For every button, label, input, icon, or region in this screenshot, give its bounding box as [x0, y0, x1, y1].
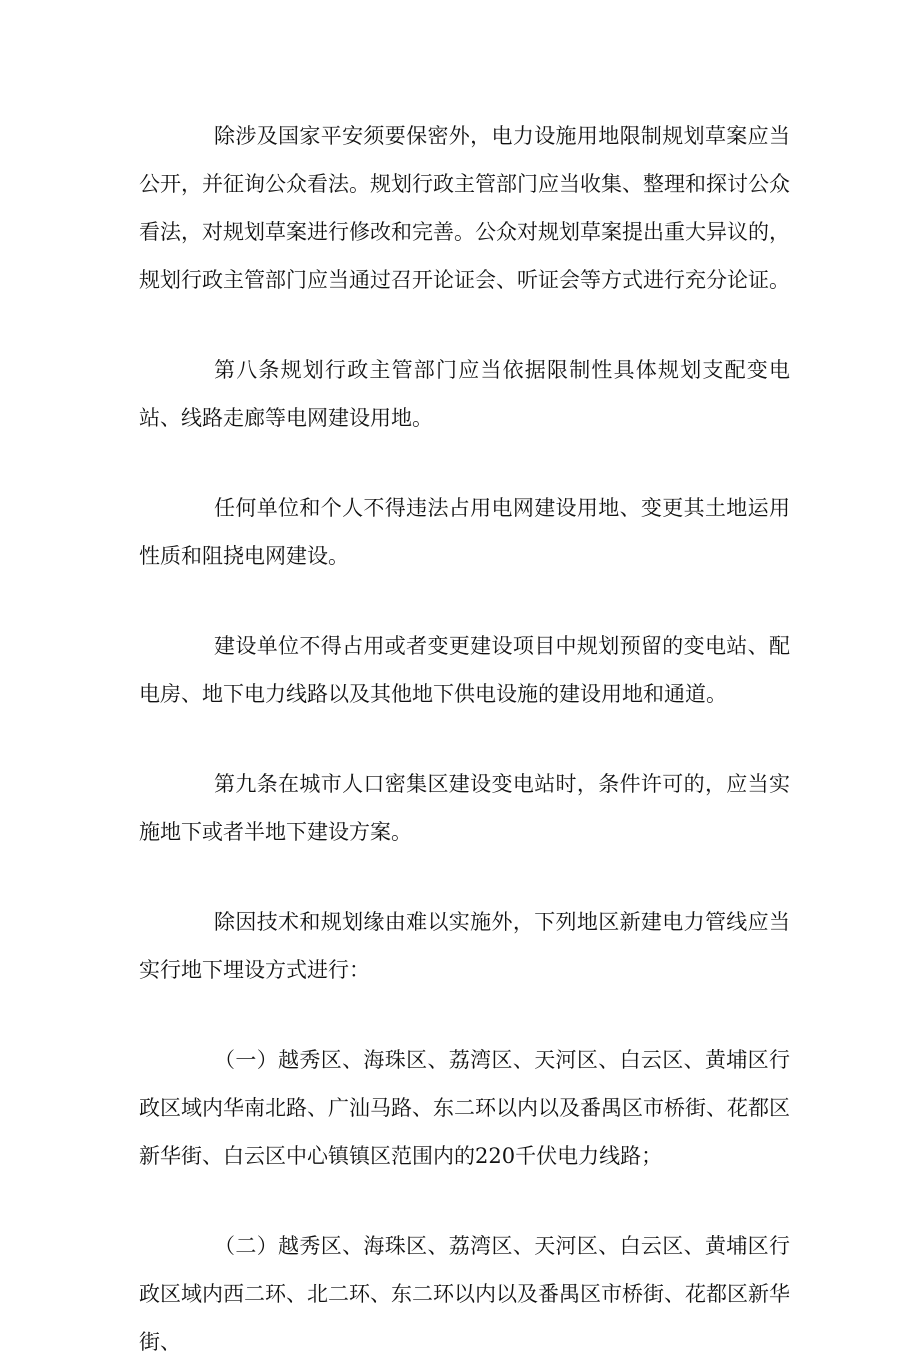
paragraph-item-2: （二）越秀区、海珠区、荔湾区、天河区、白云区、黄埔区行政区域内西二环、北二环、东二环以内以及番禺区市桥街、花都区新华街、 — [139, 1234, 790, 1354]
paragraph-spacer — [139, 304, 790, 346]
document-body — [139, 112, 790, 1366]
paragraph-item-1: （一）越秀区、海珠区、荔湾区、天河区、白云区、黄埔区行政区域内华南北路、广汕马路、东二环以内以及番禺区市桥街、花都区新华街、白云区中心镇镇区范围内的220千伏电力线路； — [139, 1048, 790, 1168]
paragraph-public-consultation: 除涉及国家平安须要保密外，电力设施用地限制规划草案应当公开，并征询公众看法。规划行政主管部门应当收集、整理和探讨公众看法，对规划草案进行修改和完善。公众对规划草案提出重大异议的，规划行政主管部门应当通过召开论证会、听证会等方式进行充分论证。 — [139, 124, 790, 292]
paragraph-spacer — [139, 1180, 790, 1222]
paragraph-spacer — [139, 580, 790, 622]
paragraph-underground-requirement: 除因技术和规划缘由难以实施外，下列地区新建电力管线应当实行地下埋设方式进行： — [139, 910, 790, 982]
paragraph-spacer — [139, 856, 790, 898]
paragraph-spacer — [139, 718, 790, 760]
paragraph-reserved-land: 建设单位不得占用或者变更建设项目中规划预留的变电站、配电房、地下电力线路以及其他地下供电设施的建设用地和通道。 — [139, 634, 790, 706]
paragraph-spacer — [139, 442, 790, 484]
paragraph-article-8: 第八条规划行政主管部门应当依据限制性具体规划支配变电站、线路走廊等电网建设用地。 — [139, 358, 790, 430]
paragraph-no-illegal-occupation: 任何单位和个人不得违法占用电网建设用地、变更其土地运用性质和阻挠电网建设。 — [139, 496, 790, 568]
paragraph-article-9: 第九条在城市人口密集区建设变电站时，条件许可的，应当实施地下或者半地下建设方案。 — [139, 772, 790, 844]
paragraph-spacer — [139, 994, 790, 1036]
